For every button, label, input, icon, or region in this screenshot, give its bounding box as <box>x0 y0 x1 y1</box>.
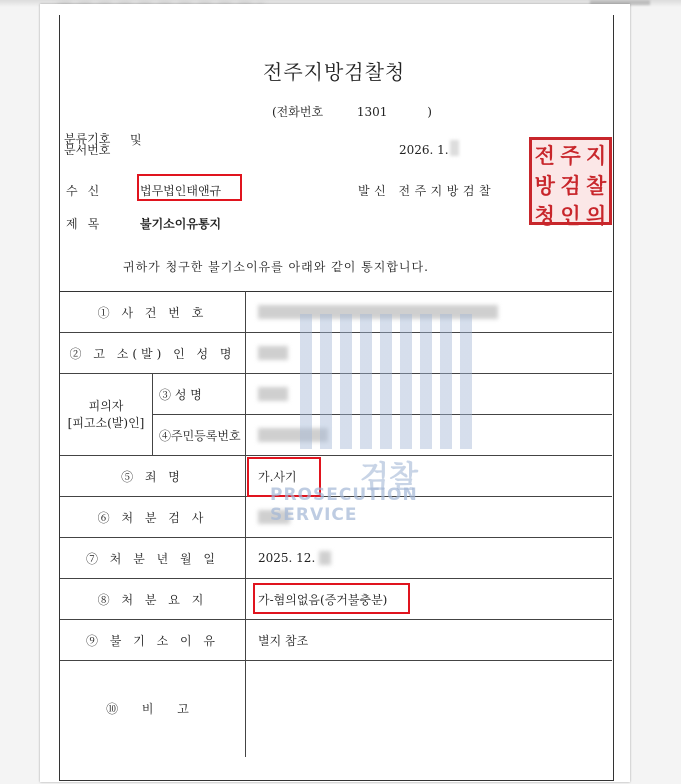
agency-title: 전주지방검찰청 <box>263 60 406 84</box>
notice-text: 귀하가 청구한 불기소이유를 아래와 같이 통지합니다. <box>123 260 429 274</box>
redacted-case-number <box>258 305 498 319</box>
prosecutor-label: ⑥ 처 분 검 사 <box>60 497 246 538</box>
seal-char: 인 <box>560 204 581 228</box>
redacted-suspect-id <box>258 428 328 442</box>
disposition-summary-cell <box>246 579 613 620</box>
charge-highlight-box <box>247 457 321 497</box>
remarks-label: ⑩ 비 고 <box>60 661 246 757</box>
suspect-label-line2: [피고소(발)인] <box>67 415 145 430</box>
disposition-date-cell <box>246 538 613 579</box>
watermark-english: PROSECUTION SERVICE <box>270 485 418 525</box>
document-page <box>40 4 630 782</box>
case-number-value <box>246 292 613 333</box>
seal-char: 의 <box>586 204 607 228</box>
seal-char: 검 <box>560 174 581 198</box>
disposition-date-label: ⑦ 처 분 년 월 일 <box>60 538 246 579</box>
table-row <box>60 374 612 415</box>
recipient-highlight-box <box>137 174 242 201</box>
doc-number-label-line1: 분류기호 <box>64 132 111 146</box>
phone-close: ) <box>427 105 432 119</box>
disposition-date-value: 2025. 12. <box>258 550 316 565</box>
disposition-highlight-box <box>253 583 410 614</box>
table-row <box>60 497 612 538</box>
doc-number-label <box>64 132 142 157</box>
subject-value: 불기소이유통지 <box>140 217 222 231</box>
phone-label: (전화번호 <box>272 105 324 119</box>
doc-number-label-line2: 문서번호 <box>64 143 111 157</box>
seal-char: 찰 <box>586 174 607 198</box>
subject-label: 제목 <box>66 217 110 231</box>
prosecutor-value <box>246 497 613 538</box>
charge-label: ⑤ 죄 명 <box>60 456 246 497</box>
reason-value: 별지 참조 <box>246 620 613 661</box>
charge-value-cell <box>246 456 613 497</box>
redacted-date-day <box>450 140 459 156</box>
table-row <box>60 661 612 757</box>
phone-number: 1301 <box>356 105 388 119</box>
disposition-summary-value: 가-혐의없음(증거불충분) <box>258 592 388 607</box>
suspect-id-label: ④주민등록번호 <box>153 415 246 456</box>
table-row <box>60 538 612 579</box>
seal-char: 방 <box>534 174 555 198</box>
disposition-summary-label: ⑧ 처 분 요 지 <box>60 579 246 620</box>
redacted-disposition-day <box>319 551 331 565</box>
sender: 발신 전주지방검찰 <box>358 184 496 198</box>
recipient-label: 수신 <box>66 184 110 198</box>
issue-date: 2026. 1. <box>399 143 449 157</box>
suspect-label <box>60 374 153 456</box>
suspect-label-line1: 피의자 <box>88 398 124 413</box>
recipient-value: 법무법인태앤규 <box>140 184 222 198</box>
charge-value: 가.사기 <box>258 469 297 484</box>
remarks-value <box>246 661 613 757</box>
table-row <box>60 579 612 620</box>
reason-label: ⑨ 불 기 소 이 유 <box>60 620 246 661</box>
seal-char: 주 <box>560 144 581 168</box>
suspect-id-value <box>246 415 613 456</box>
redacted-complainant-name <box>258 346 288 360</box>
doc-number-and: 및 <box>130 133 142 147</box>
table-row <box>60 333 612 374</box>
redacted-prosecutor-name <box>258 510 290 524</box>
redacted-suspect-name <box>258 387 288 401</box>
seal-char: 전 <box>534 144 555 168</box>
table-row <box>60 456 612 497</box>
table-row <box>60 620 612 661</box>
suspect-name-label: ③ 성 명 <box>153 374 246 415</box>
complainant-value <box>246 333 613 374</box>
phone-row <box>272 103 432 120</box>
table-row <box>60 292 612 333</box>
watermark-korean: 검찰 <box>360 460 418 495</box>
case-number-label: ① 사 건 번 호 <box>60 292 246 333</box>
seal-char: 지 <box>586 144 607 168</box>
seal-char: 청 <box>534 204 555 228</box>
notice-table <box>60 291 612 757</box>
official-seal <box>529 137 612 228</box>
complainant-label: ② 고 소(발) 인 성 명 <box>60 333 246 374</box>
suspect-name-value <box>246 374 613 415</box>
